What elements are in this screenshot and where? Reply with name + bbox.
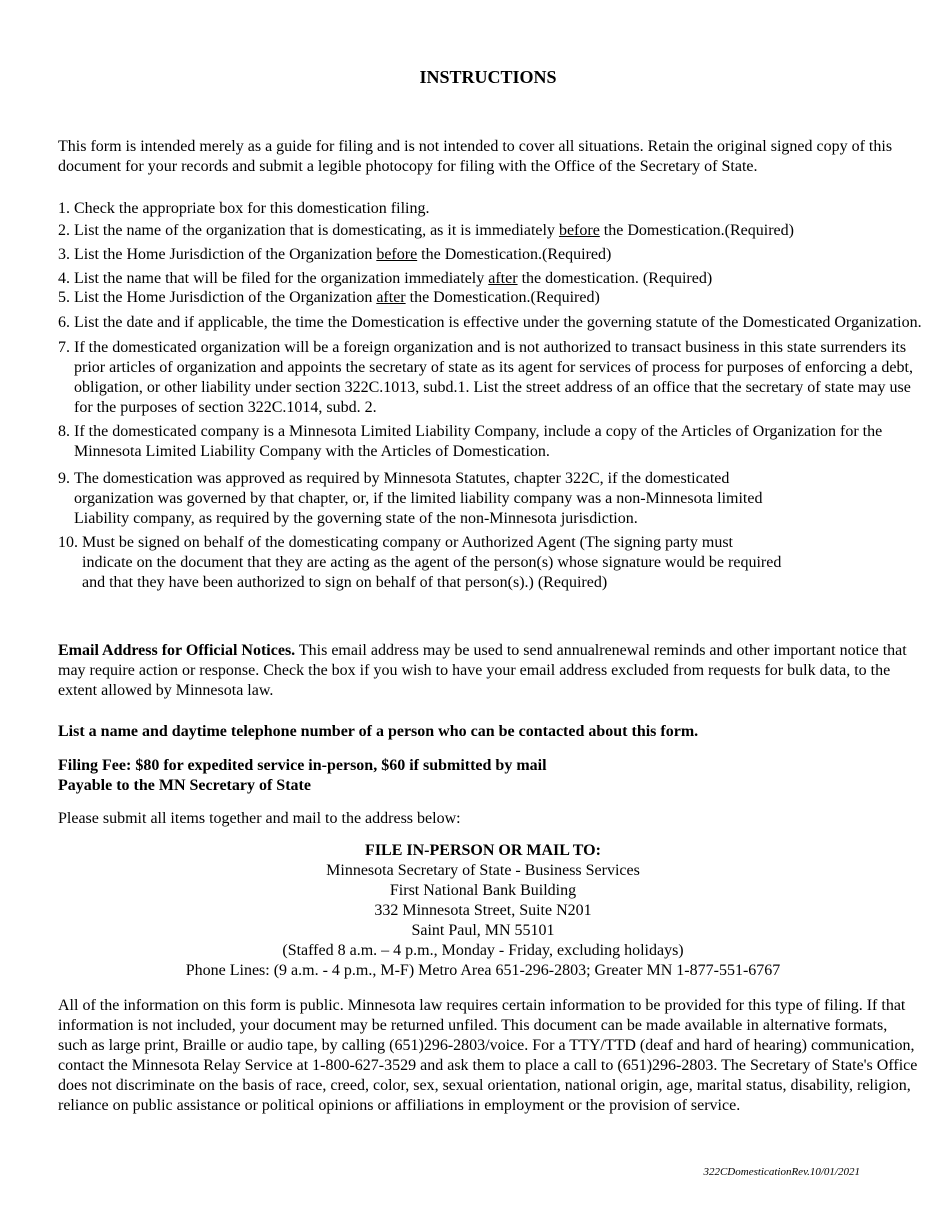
underlined-word: after: [488, 270, 518, 287]
instruction-list: [58, 199, 928, 593]
instruction-item-3: [58, 245, 928, 265]
item-number: 5.: [58, 289, 70, 306]
item-number: 6.: [58, 314, 70, 331]
item-number: 7.: [58, 339, 70, 356]
item-text: List the Home Jurisdiction of the Organization after the Domestication.(Required): [74, 289, 600, 306]
item-text: List the name of the organization that is domesticating, as it is immediately before the Domestication.(Required): [74, 222, 794, 239]
item-number: 10.: [58, 534, 78, 551]
form-revision-code: 322CDomesticationRev.10/01/2021: [703, 1166, 860, 1178]
address-line: Minnesota Secretary of State - Business Services: [326, 862, 640, 879]
mailing-address: [0, 841, 950, 981]
item-text: List the date and if applicable, the time the Domestication is effective under the governing statute of the Domesticated Organization.: [74, 314, 922, 331]
address-heading: FILE IN-PERSON OR MAIL TO:: [365, 842, 601, 859]
public-information-notice: All of the information on this form is public. Minnesota law requires certain information to be provided for this type of filing. If that information is not included, your document may be returned unfiled. This document can be made available in alternative formats, such as large print, Braille or audio tape, by calling (651)296-2803/voice. For a TTY/TTD (deaf and hard of hearing) communication, contact the Minnesota Relay Service at 1-800-627-3529 and ask them to place a call to (651)296-2803. The Secretary of State's Office does not discriminate on the basis of race, creed, color, sex, sexual orientation, national origin, age, marital status, disability, religion, reliance on public assistance or political opinions or affiliations in employment or the provision of service.: [58, 997, 918, 1114]
intro-paragraph: This form is intended merely as a guide for filing and is not intended to cover all situations. Retain the original signed copy of this document for your records and submit a legible photocopy for filing with the Office of the Secretary of State.: [58, 138, 893, 175]
item-text: List the Home Jurisdiction of the Organization before the Domestication.(Required): [74, 246, 612, 263]
office-hours: (Staffed 8 a.m. – 4 p.m., Monday - Friday, excluding holidays): [282, 942, 684, 959]
item-number: 9.: [58, 470, 70, 487]
item-text: The domestication was approved as required by Minnesota Statutes, chapter 322C, if the domesticated organization was governed by that chapter, or, if the limited liability company was a non-Minnesota limited Liability company, as required by the governing state of the non-Minnesota jurisdiction.: [74, 470, 763, 527]
item-text: If the domesticated organization will be a foreign organization and is not authorized to transact business in this state surrenders its prior articles of organization and appoints the secretary of state as its agent for services of process for purposes of enforcing a debt, obligation, or other liability under section 322C.1013, subd.1. List the street address of an office that the secretary of state may use for the purposes of section 322C.1014, subd. 2.: [74, 339, 913, 416]
instruction-item-10: [58, 533, 928, 593]
underlined-word: before: [376, 246, 418, 263]
item-text: Check the appropriate box for this domestication filing.: [74, 200, 430, 217]
item-number: 1.: [58, 200, 70, 217]
email-text: This email address may be used to send annualrenewal reminds and other important notice that may require action or response. Check the box if you wish to have your email address excluded from requests for bulk data, to the extent allowed by Minnesota law.: [58, 642, 907, 699]
address-line: 332 Minnesota Street, Suite N201: [374, 902, 592, 919]
underlined-word: after: [376, 289, 406, 306]
address-line: First National Bank Building: [389, 882, 577, 899]
filing-fee-line: Filing Fee: $80 for expedited service in-person, $60 if submitted by mail: [58, 757, 547, 774]
instruction-item-9: [58, 469, 928, 529]
instruction-item-1: [58, 199, 928, 219]
email-heading: Email Address for Official Notices.: [58, 642, 296, 659]
instruction-item-4: [58, 269, 928, 289]
underlined-word: before: [558, 222, 600, 239]
filing-fee: [58, 756, 918, 796]
item-number: 3.: [58, 246, 70, 263]
instruction-item-8: [58, 422, 928, 462]
item-number: 2.: [58, 222, 70, 239]
instruction-item-2: [58, 221, 928, 241]
item-text: If the domesticated company is a Minnesota Limited Liability Company, include a copy of the Articles of Organization for the Minnesota Limited Liability Company with the Articles of Domestication.: [74, 423, 883, 460]
email-notice-paragraph: [58, 641, 918, 701]
instruction-item-6: [58, 313, 928, 333]
instruction-item-7: [58, 338, 928, 418]
payable-line: Payable to the MN Secretary of State: [58, 777, 311, 794]
item-text: Must be signed on behalf of the domesticating company or Authorized Agent (The signing party must indicate on the document that they are acting as the agent of the person(s) whose signature would be required and that they have been authorized to sign on behalf of that person(s).) (Required): [82, 534, 782, 591]
page-title: INSTRUCTIONS: [419, 67, 557, 87]
item-number: 8.: [58, 423, 70, 440]
item-number: 4.: [58, 270, 70, 287]
contact-instruction: List a name and daytime telephone number of a person who can be contacted about this form.: [58, 723, 699, 740]
item-text: List the name that will be filed for the organization immediately after the domestication. (Required): [74, 270, 713, 287]
phone-lines: Phone Lines: (9 a.m. - 4 p.m., M-F) Metro Area 651-296-2803; Greater MN 1-877-551-6767: [185, 962, 781, 979]
instruction-item-5: [58, 288, 928, 308]
submit-instruction: Please submit all items together and mail to the address below:: [58, 810, 461, 827]
address-line: Saint Paul, MN 55101: [411, 922, 555, 939]
